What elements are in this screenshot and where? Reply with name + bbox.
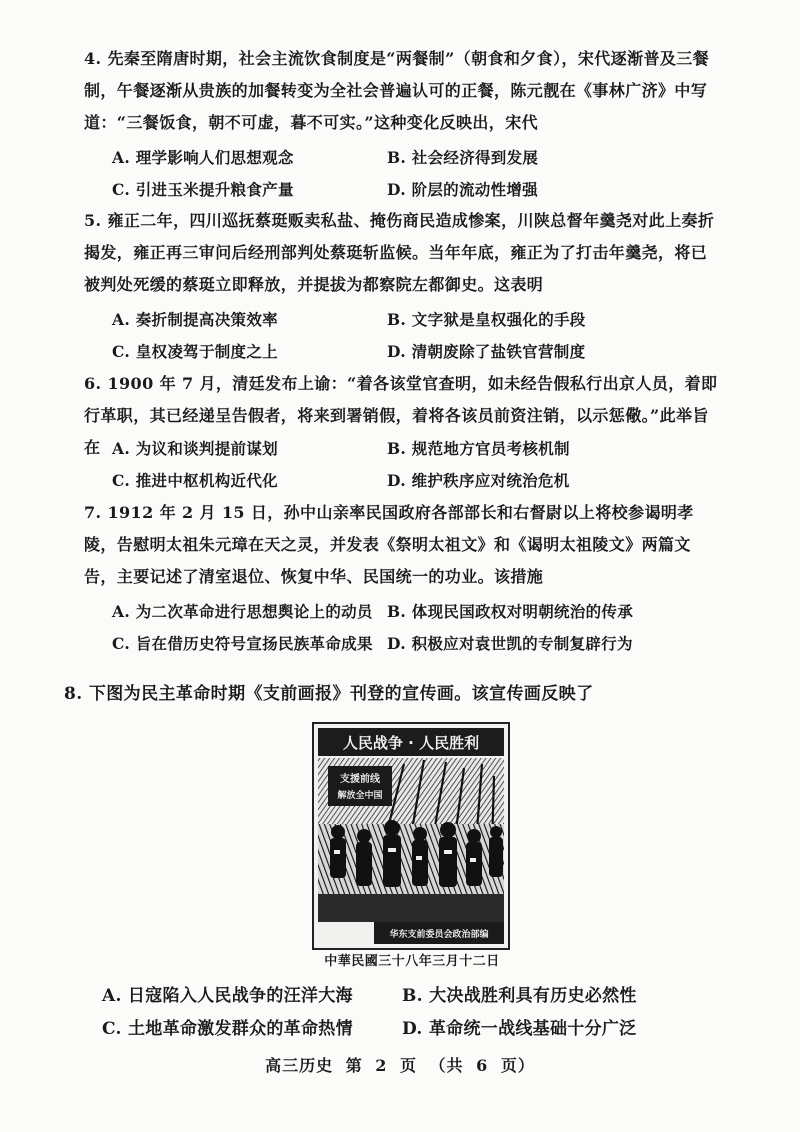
- page-footer: 高三历史 第 2 页 （共 6 页）: [265, 1056, 535, 1075]
- question-6-option-a[interactable]: A. 为议和谈判提前谋划: [112, 439, 278, 458]
- question-8-option-c[interactable]: C. 土地革命激发群众的革命热情: [102, 1019, 353, 1039]
- question-7-option-a[interactable]: A. 为二次革命进行思想舆论上的动员: [112, 602, 373, 621]
- question-5-stem: 5. 雍正二年，四川巡抚蔡珽贩卖私盐、掩伤商民造成惨案，川陕总督年羹尧对此上奏折揭发，雍正再三审问后经刑部判处蔡珽斩监候。当年年底，雍正为了打击年羹尧，将已被判处死缓的蔡珽立即释放，并提拔为都察院左都御史。这表明: [84, 211, 715, 294]
- poster-publisher-label: 华东支前委员会政治部编: [389, 930, 489, 940]
- question-5-option-a[interactable]: A. 奏折制提高决策效率: [112, 310, 278, 329]
- poster-sign-line1: 支援前线: [340, 774, 380, 785]
- question-4-option-d[interactable]: D. 阶层的流动性增强: [387, 180, 538, 199]
- question-5-option-d[interactable]: D. 清朝废除了盐铁官营制度: [387, 342, 586, 361]
- question-4-option-b[interactable]: B. 社会经济得到发展: [387, 148, 539, 167]
- poster-sign-line2: 解放全中国: [337, 791, 383, 801]
- question-4-stem: 4. 先秦至隋唐时期，社会主流饮食制度是“两餐制”（朝食和夕食），宋代逐渐普及三餐制，午餐逐渐从贵族的加餐转变为全社会普遍认可的正餐，陈元靓在《事林广济》中写道：“三餐饭食，朝不可虚，暮不可实。”这种变化反映出，宋代: [84, 49, 710, 132]
- question-7-option-b[interactable]: B. 体现民国政权对明朝统治的传承: [387, 602, 633, 621]
- question-8-option-d[interactable]: D. 革命统一战线基础十分广泛: [402, 1019, 637, 1039]
- question-5-option-b[interactable]: B. 文字狱是皇权强化的手段: [387, 310, 586, 329]
- question-8-option-a[interactable]: A. 日寇陷入人民战争的汪洋大海: [102, 986, 353, 1006]
- question-8-stem: 8. 下图为民主革命时期《支前画报》刊登的宣传画。该宣传画反映了: [64, 684, 594, 704]
- poster-date-caption: 中華民國三十八年三月十二日: [324, 954, 500, 969]
- question-6-option-d[interactable]: D. 维护秩序应对统治危机: [387, 471, 570, 490]
- poster-banner-text: 人民战争 · 人民胜利: [342, 734, 480, 752]
- question-6-stem: 6. 1900 年 7 月，清廷发布上谕：“着各该堂官查明，如未经告假私行出京人员，着即行革职，其已经递呈告假者，将来到署销假，着将各该员前资注销，以示惩儆。”此举旨在: [84, 374, 718, 457]
- question-4-option-a[interactable]: A. 理学影响人们思想观念: [112, 148, 294, 167]
- question-7-option-d[interactable]: D. 积极应对袁世凯的专制复辟行为: [387, 634, 633, 653]
- question-5-option-c[interactable]: C. 皇权凌驾于制度之上: [112, 342, 278, 361]
- question-6-option-b[interactable]: B. 规范地方官员考核机制: [387, 439, 570, 458]
- propaganda-woodcut-image: [314, 724, 508, 948]
- propaganda-poster: [312, 722, 510, 950]
- question-4-option-c[interactable]: C. 引进玉米提升粮食产量: [112, 180, 294, 199]
- question-6-option-c[interactable]: C. 推进中枢机构近代化: [112, 471, 278, 490]
- question-7-option-c[interactable]: C. 旨在借历史符号宣扬民族革命成果: [112, 634, 373, 653]
- question-7-stem: 7. 1912 年 2 月 15 日，孙中山亲率民国政府各部部长和右督尉以上将校参谒明孝陵，告慰明太祖朱元璋在天之灵，并发表《祭明太祖文》和《谒明太祖陵文》两篇文告，主要记述了清室退位、恢复中华、民国统一的功业。该措施: [84, 503, 694, 586]
- question-8-option-b[interactable]: B. 大决战胜利具有历史必然性: [402, 986, 637, 1006]
